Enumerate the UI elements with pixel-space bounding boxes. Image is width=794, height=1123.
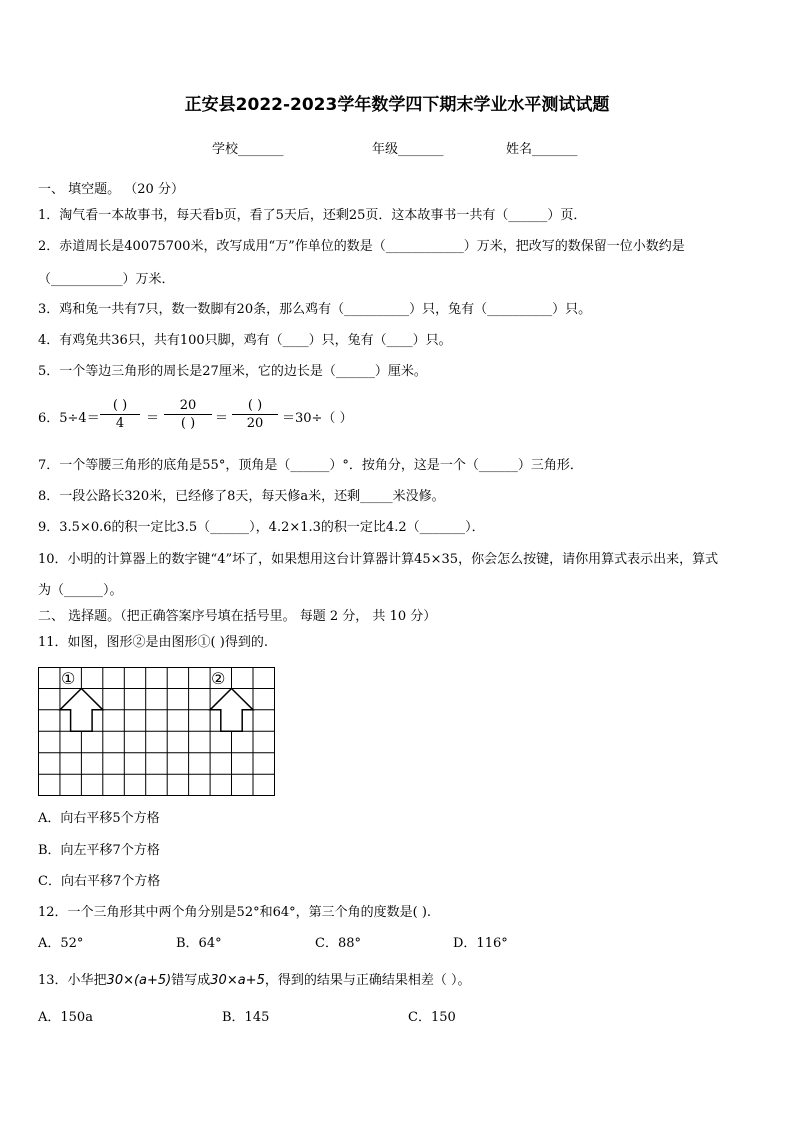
name-field[interactable]: 姓名_______	[506, 142, 578, 157]
question-10-line2: 为（______）。	[38, 583, 123, 598]
grid-label-2: ②	[211, 669, 226, 688]
question-13	[38, 973, 471, 989]
q6-f1-numerator: ( )	[112, 398, 128, 413]
q13-expression-correct: 30×(a+5)	[106, 973, 172, 988]
q12-option-c[interactable]: C．88°	[315, 936, 361, 951]
question-2-line1: 2．赤道周长是40075700米，改写成用“万”作单位的数是（____________）万米，把改写的数保留一位小数约是	[38, 239, 685, 254]
question-1: 1．淘气看一本故事书，每天看b页，看了5天后，还剩25页．这本故事书一共有（______）页．	[38, 208, 587, 223]
q6-f3-numerator: ( )	[247, 398, 263, 413]
q11-option-c[interactable]: C．向右平移7个方格	[38, 874, 161, 889]
q6-suffix: ＝30÷（ ）	[282, 411, 353, 426]
question-2-line2: （___________）万米．	[38, 272, 175, 287]
q13-option-b[interactable]: B．145	[222, 1010, 270, 1025]
grid-label-1: ①	[61, 669, 76, 688]
arrow-shape-1	[60, 689, 103, 732]
school-field[interactable]: 学校_______	[212, 142, 284, 157]
page-title: 正安县2022-2023学年数学四下期末学业水平测试试题	[184, 95, 610, 115]
q13-expression-wrong: 30×a+5	[210, 973, 265, 988]
section1-heading: 一、 填空题。 （20 分）	[38, 182, 184, 197]
question-9: 9．3.5×0.6的积一定比3.5（______），4.2×1.3的积一定比4.2（_______）．	[38, 520, 485, 535]
q6-f2-numerator: 20	[179, 398, 197, 413]
arrow-shape-2	[210, 689, 253, 732]
question-10-line1: 10．小明的计算器上的数字键“4”坏了，如果想用这台计算器计算45×35，你会怎么按键，请你用算式表示出来，算式	[38, 552, 719, 567]
q13-suffix: ，得到的结果与正确结果相差（ ）。	[264, 973, 471, 988]
grade-field[interactable]: 年级_______	[372, 142, 444, 157]
q12-option-d[interactable]: D．116°	[453, 936, 508, 951]
q11-option-b[interactable]: B．向左平移7个方格	[38, 843, 160, 858]
q11-option-a[interactable]: A．向右平移5个方格	[38, 811, 160, 826]
q12-option-a[interactable]: A．52°	[38, 936, 84, 951]
q6-fraction-1	[100, 398, 140, 431]
q6-fraction-3	[232, 398, 278, 431]
question-8: 8．一段公路长320米，已经修了8天，每天修a米，还剩_____米没修。	[38, 489, 445, 504]
question-3: 3．鸡和兔一共有7只，数一数脚有20条，那么鸡有（__________）只，兔有（__________）只。	[38, 302, 592, 317]
section2-heading: 二、 选择题。（把正确答案序号填在括号里。 每题 2 分， 共 10 分）	[38, 609, 437, 624]
q13-prefix: 13．小华把	[38, 973, 107, 988]
q6-f2-denominator: ( )	[180, 416, 196, 431]
q6-f1-denominator: 4	[115, 416, 125, 431]
question-5: 5．一个等边三角形的周长是27厘米，它的边长是（______）厘米。	[38, 364, 427, 379]
q13-option-c[interactable]: C．150	[408, 1010, 456, 1025]
q6-prefix: 6．5÷4＝	[38, 411, 100, 426]
question-11: 11．如图，图形②是由图形①( )得到的.	[38, 635, 268, 650]
translation-grid-figure	[38, 667, 276, 797]
q13-option-a[interactable]: A．150a	[38, 1010, 93, 1025]
q6-equals-1: ＝	[146, 411, 160, 426]
q6-f3-denominator: 20	[246, 416, 264, 431]
q6-fraction-2	[164, 398, 212, 431]
question-4: 4．有鸡兔共36只，共有100只脚，鸡有（____）只，兔有（____）只。	[38, 333, 452, 348]
question-7: 7．一个等腰三角形的底角是55°，顶角是（______）°．按角分，这是一个（______）三角形．	[38, 458, 583, 473]
question-12: 12．一个三角形其中两个角分别是52°和64°，第三个角的度数是( ).	[38, 905, 432, 920]
q13-mid: 错写成	[171, 973, 211, 988]
q6-equals-2: ＝	[215, 411, 229, 426]
q12-option-b[interactable]: B．64°	[176, 936, 222, 951]
